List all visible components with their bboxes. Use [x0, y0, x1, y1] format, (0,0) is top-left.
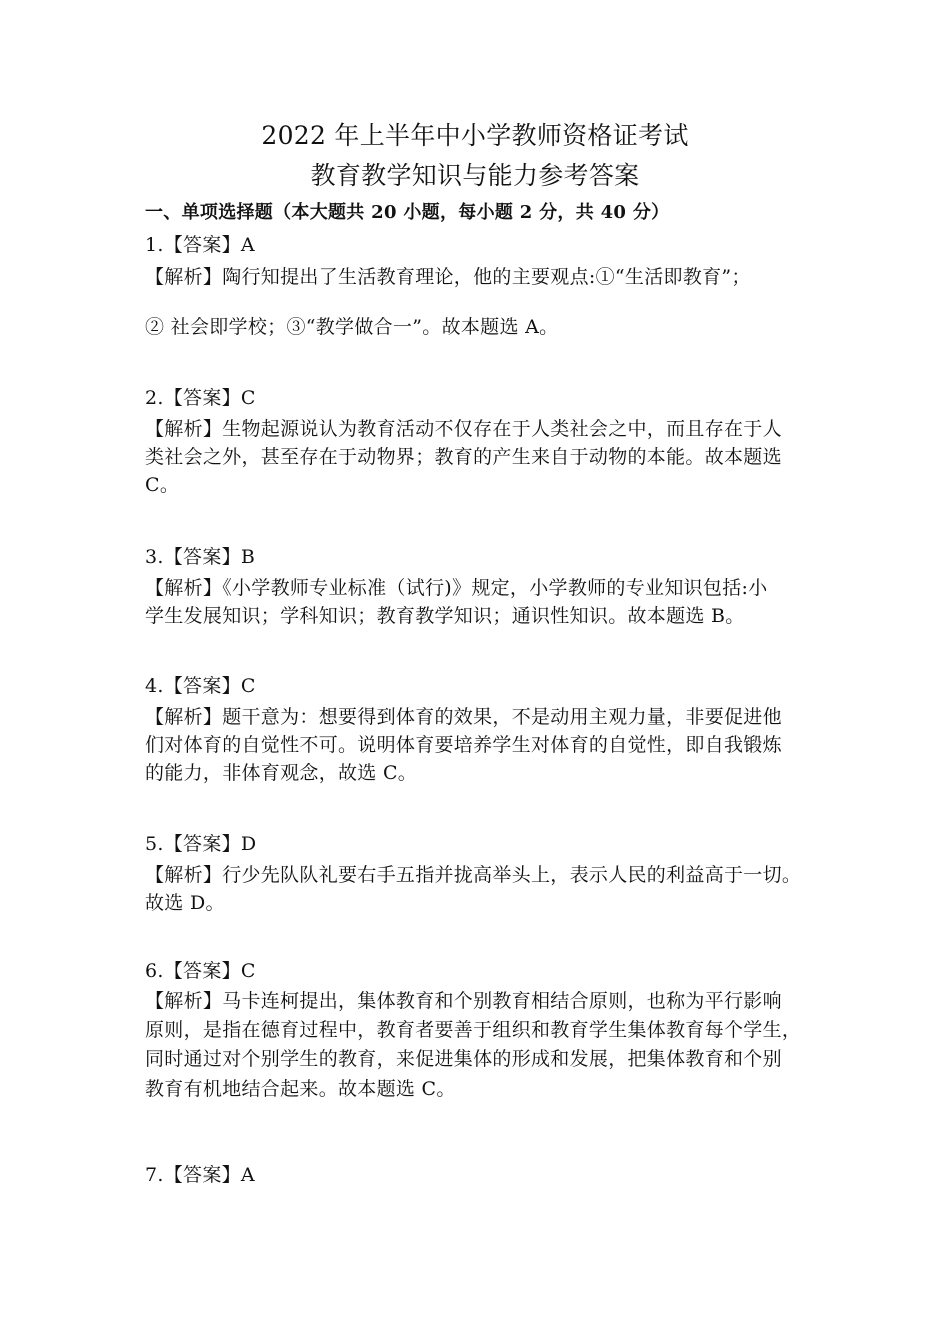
explanation-2-line-3: C。 [145, 474, 180, 496]
explanation-6-line-3: 同时通过对个别学生的教育，来促进集体的形成和发展，把集体教育和个别 [145, 1048, 782, 1070]
explanation-6-line-2: 原则，是指在德育过程中，教育者要善于组织和教育学生集体教育每个学生， [145, 1019, 802, 1041]
explanation-1-line-1: 【解析】陶行知提出了生活教育理论，他的主要观点:①“生活即教育”； [145, 266, 751, 288]
document-title: 2022 年上半年中小学教师资格证考试 [261, 121, 689, 150]
section-heading: 一、单项选择题（本大题共 20 小题，每小题 2 分，共 40 分） [145, 202, 670, 223]
document-subtitle: 教育教学知识与能力参考答案 [310, 161, 640, 190]
explanation-4-line-2: 们对体育的自觉性不可。说明体育要培养学生对体育的自觉性，即自我锻炼 [145, 734, 782, 756]
explanation-1-line-2: ② 社会即学校；③“教学做合一”。故本题选 A。 [145, 316, 559, 338]
answer-7: 7.【答案】A [145, 1164, 255, 1186]
explanation-5-line-2: 故选 D。 [145, 892, 225, 914]
explanation-6-line-1: 【解析】马卡连柯提出，集体教育和个别教育相结合原则，也称为平行影响 [145, 990, 782, 1012]
answer-2: 2.【答案】C [145, 387, 256, 409]
answer-5: 5.【答案】D [145, 833, 257, 855]
explanation-4-line-3: 的能力，非体育观念，故选 C。 [145, 762, 418, 784]
answer-1: 1.【答案】A [145, 234, 255, 256]
answer-6: 6.【答案】C [145, 960, 256, 982]
explanation-2-line-2: 类社会之外，甚至存在于动物界；教育的产生来自于动物的本能。故本题选 [145, 446, 782, 468]
explanation-3-line-2: 学生发展知识；学科知识；教育教学知识；通识性知识。故本题选 B。 [145, 605, 745, 627]
explanation-5-line-1: 【解析】行少先队队礼要右手五指并拢高举头上，表示人民的利益高于一切。 [145, 864, 802, 886]
explanation-3-line-1: 【解析】《小学教师专业标准（试行)》规定，小学教师的专业知识包括:小 [145, 577, 768, 599]
explanation-2-line-1: 【解析】生物起源说认为教育活动不仅存在于人类社会之中，而且存在于人 [145, 418, 782, 440]
explanation-4-line-1: 【解析】题干意为：想要得到体育的效果，不是动用主观力量，非要促进他 [145, 706, 782, 728]
explanation-6-line-4: 教育有机地结合起来。故本题选 C。 [145, 1078, 456, 1100]
answer-4: 4.【答案】C [145, 675, 256, 697]
answer-3: 3.【答案】B [145, 546, 256, 568]
